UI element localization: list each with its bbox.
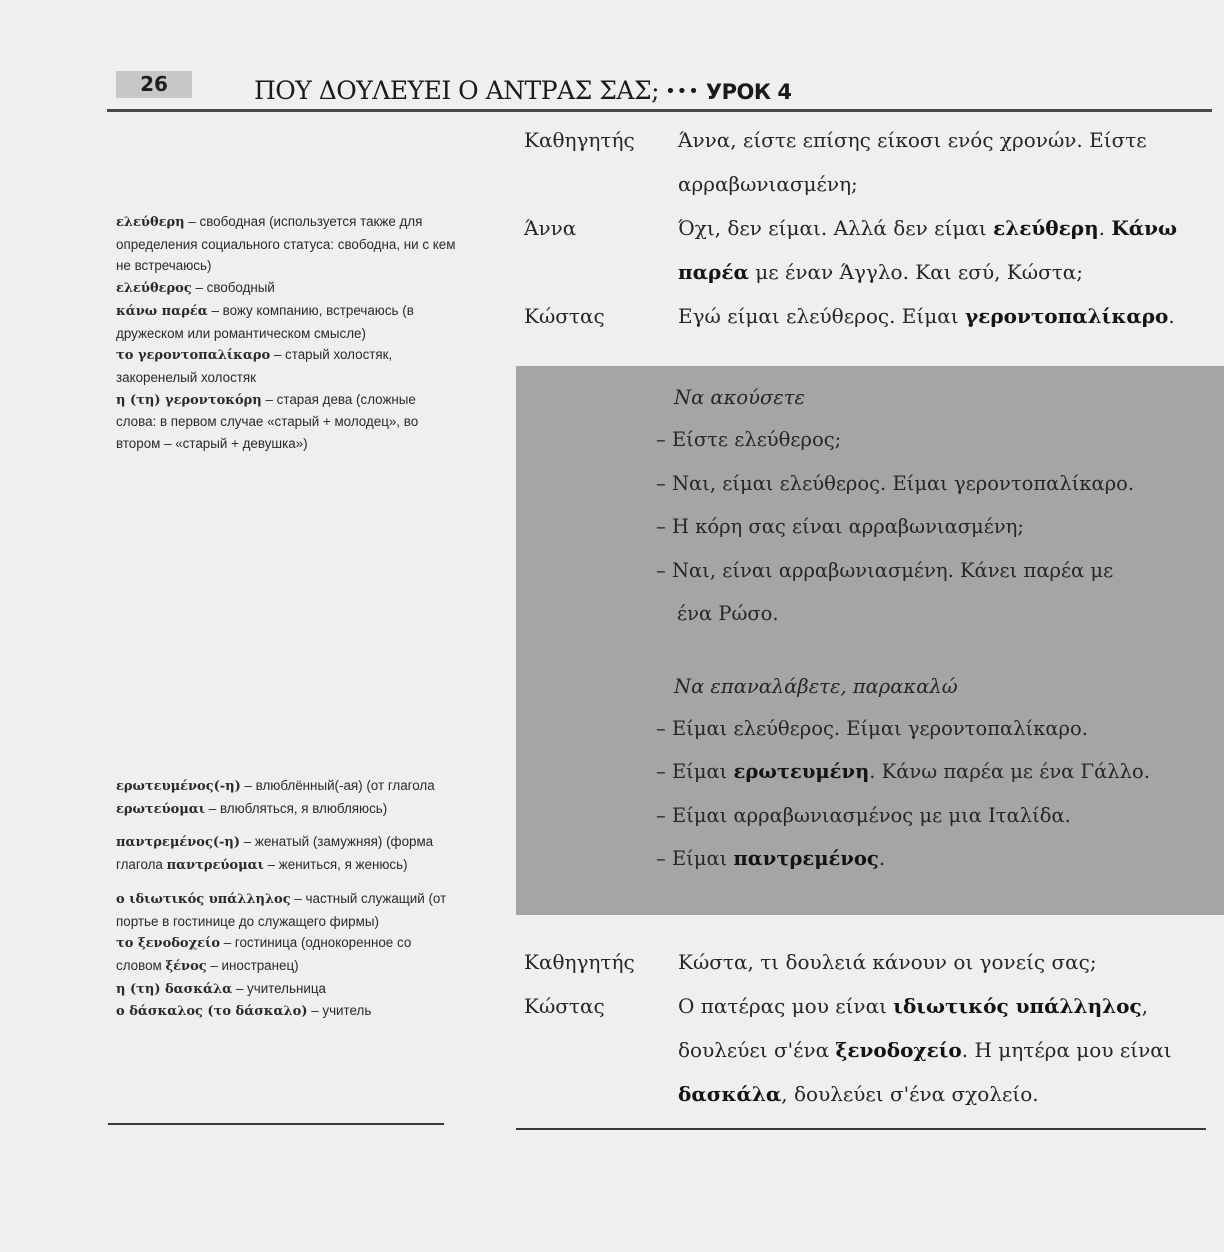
- listen-line: – Η κόρη σας είναι αρραβωνιασμένη;: [656, 515, 1024, 538]
- speech-text: Όχι, δεν είμαι. Αλλά δεν είμαι ελεύθερη. Κάνω παρέα με έναν Άγγλο. Και εσύ, Κώστα;: [678, 216, 1178, 284]
- vocab-note: το γεροντοπαλίκαρο – старый холостяк, закоренелый холостяк: [116, 347, 393, 385]
- repeat-line: – Είμαι αρραβωνιασμένος με μια Ιταλίδα.: [656, 803, 1071, 827]
- vocab-note: το ξενοδοχείο – гостиница (однокоренное со словом ξένος – иностранец): [116, 935, 412, 974]
- speech-text: Κώστα, τι δουλειά κάνουν οι γονείς σας;: [678, 950, 1097, 974]
- vocab-term: το γεροντοπαλίκαρο: [116, 348, 271, 364]
- main-bottom-rule: [516, 1128, 1206, 1130]
- page-number: 26: [116, 71, 192, 98]
- speaker-name: Κώστας: [524, 994, 605, 1018]
- listen-line: – Είστε ελεύθερος;: [656, 428, 842, 451]
- vocab-note: κάνω παρέα – вожу компанию, встречаюсь (в дружеском или романтическом смысле): [116, 302, 414, 341]
- chapter-title: ΠΟΥ ΔΟΥΛΕΥΕΙ Ο ΑΝΤΡΑΣ ΣΑΣ;: [254, 76, 660, 105]
- speaker-name: Καθηγητής: [524, 950, 635, 974]
- speaker-name: Άννα: [524, 216, 577, 240]
- vocab-note: η (τη) γεροντοκόρη – старая дева (сложные слова: в первом случае «старый + молодец», во втором – «старый + девушка»): [116, 391, 419, 452]
- dialogue-line: [516, 940, 1216, 984]
- dialogue-top: [516, 118, 1216, 338]
- page-header: [254, 76, 791, 105]
- vocab-term: ελεύθερος: [116, 281, 192, 297]
- speech-text: Ο πατέρας μου είναι ιδιωτικός υπάλληλος, δουλεύει σ'ένα ξενοδοχείο. Η μητέρα μου είναι δασκάλα, δουλεύει σ'ένα σχολείο.: [678, 994, 1172, 1106]
- vocab-note: ελεύθερη – свободная (используется также для определения социального статуса: свободна, ни с кем не встречаюсь): [116, 214, 456, 274]
- vocab-note: παντρεμένος(-η) – женатый (замужняя) (форма глагола παντρεύομαι – жениться, я женюсь): [116, 834, 434, 874]
- listen-line: ένα Ρώσο.: [677, 602, 779, 625]
- speech-text: Άννα, είστε επίσης είκοσι ενός χρονών. Είστε αρραβωνιασμένη;: [678, 128, 1147, 196]
- repeat-line: – Είμαι ελεύθερος. Είμαι γεροντοπαλίκαρο.: [656, 716, 1088, 740]
- speech-text: Εγώ είμαι ελεύθερος. Είμαι γεροντοπαλίκαρο.: [678, 304, 1175, 328]
- vocab-notes-top: [116, 211, 456, 455]
- vocab-note: ο ιδιωτικός υπάλληλος – частный служащий (от портье в гостинице до служащего фирмы): [116, 890, 447, 929]
- notes-bottom-rule: [108, 1123, 444, 1125]
- speaker-name: Καθηγητής: [524, 128, 635, 152]
- repeat-line: – Είμαι παντρεμένος.: [656, 847, 886, 870]
- vocab-term: η (τη) γεροντοκόρη: [116, 392, 262, 408]
- vocab-note: ελεύθερος – свободный: [116, 280, 275, 297]
- header-dots: •••: [665, 81, 700, 102]
- speaker-name: Κώστας: [524, 304, 605, 328]
- lesson-label: УРОК 4: [705, 80, 792, 104]
- repeat-heading: Να επαναλάβετε, παρακαλώ: [674, 674, 958, 698]
- vocab-term: ελεύθερη: [116, 215, 185, 230]
- repeat-line: – Είμαι ερωτευμένη. Κάνω παρέα με ένα Γάλλο.: [656, 760, 1150, 783]
- dialogue-bottom: [516, 940, 1216, 1116]
- dialogue-line: [516, 206, 1216, 294]
- vocab-term: κάνω παρέα: [116, 303, 208, 319]
- vocab-note: ερωτευμένος(-η) – влюблённый(-ая) (от глагола ερωτεύομαι – влюбляться, я влюбляюсь): [116, 778, 435, 817]
- dialogue-line: [516, 118, 1216, 206]
- exercise-box: [516, 366, 1224, 915]
- vocab-note: η (τη) δασκάλα – учительница: [116, 980, 326, 997]
- dialogue-line: [516, 984, 1216, 1116]
- vocab-note: ο δάσκαλος (το δάσκαλο) – учитель: [116, 1003, 372, 1020]
- dialogue-line: [516, 294, 1216, 338]
- listen-line: – Ναι, είμαι ελεύθερος. Είμαι γεροντοπαλίκαρο.: [656, 471, 1135, 495]
- listen-heading: Να ακούσετε: [674, 386, 806, 409]
- header-rule: [107, 109, 1212, 112]
- vocab-notes-bottom: [116, 775, 456, 1023]
- listen-line: – Ναι, είναι αρραβωνιασμένη. Κάνει παρέα με: [656, 558, 1114, 582]
